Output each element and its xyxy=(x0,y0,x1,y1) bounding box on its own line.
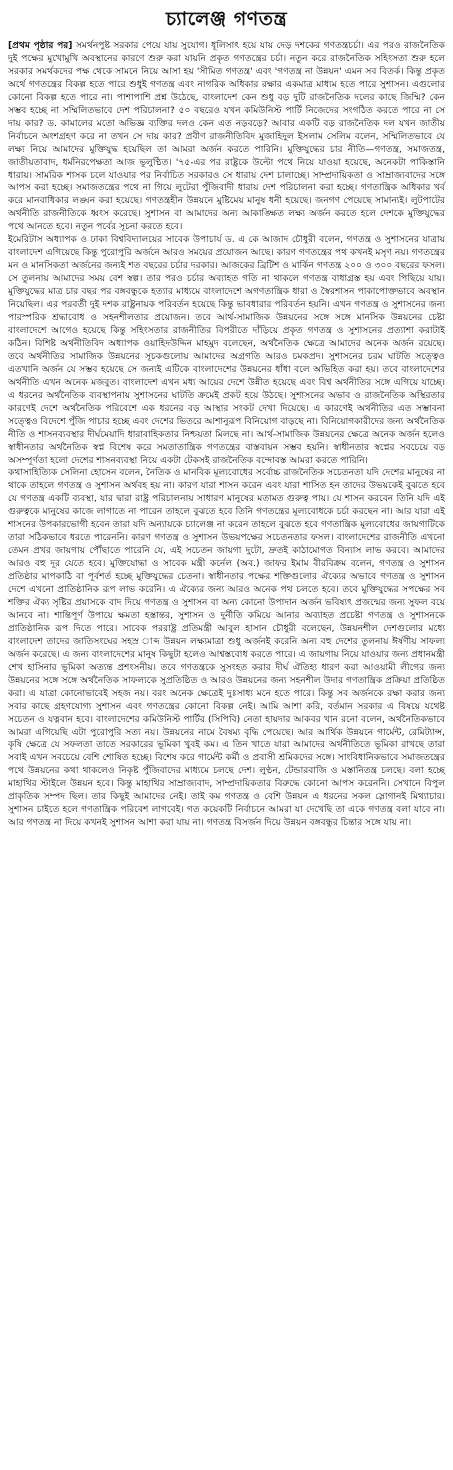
article-paragraph-3: কথাসাহিত্যিক সেলিনা হোসেন বলেন, নৈতিক ও মানবিক মূল্যবোধের সর্বোচ্চ রাজনৈতিক সচেতনতা যদি দেশের মানুষের না থাকে তাহলে গণতন্ত্র ও সুশাসন অর্থবহ হয় না। কারণ যারা শাসন করেন এবং যারা শাসিত হন তাদের উভয়কেই বুঝতে হবে যে গণতন্ত্র একটি ব্যবস্থা, যার দ্বারা রাষ্ট্র পরিচালনায় সাধারণ মানুষের মতামত গুরুত্ব পায়। যে শাসন করবেন তিনি যদি এই গুরুত্বকে মানুষের কাজে লাগাতে না পারেন তাহলে বুঝতে হবে তিনি গণতন্ত্রের মূল্যবোধকে চর্চা করছেন না। আর যারা এই শাসনের উপকারভোগী হবেন তারা যদি অন্যায়কে চ্যালেঞ্জ না করেন তাহলে বুঝতে হবে গণতান্ত্রিক মূল্যবোধের জায়গাটিকে তারা সঠিকভাবে ধরতে পারেননি। কারণ গণতন্ত্র ও সুশাসন উভয়পক্ষের সচেতনতার ফসল। বাংলাদেশের রাজনীতি এখনো তেমন প্রখর জায়গায় পৌঁছাতে পারেনি যে, এই সচেতন জায়গা দুটো, দ্রুতই কাঠামোগত বিন্যাস লাভ করবে। আমাদের আরও বহু দূর যেতে হবে। মুক্তিযোদ্ধা ও সাবেক মন্ত্রী কর্নেল (অব.) জাফর ইমাম বীরবিক্রম বলেন, গণতন্ত্র ও সুশাসন প্রতিষ্ঠার মাপকাঠি বা পূর্বশর্ত হচ্ছে মুক্তিযুদ্ধের চেতনা। স্বাধীনতার পক্ষের শক্তিগুলোর ঐক্যের অভাবে গণতন্ত্র ও সুশাসন দেশে এখনো প্রাতিষ্ঠানিক রূপ লাভ করেনি। এ ঐক্যের জন্য আরও অনেক পথ চলতে হবে। তবে মুক্তিযুদ্ধের সপক্ষের সব শক্তির ঐক্য সৃষ্টির প্রয়াসকে বাদ দিয়ে গণতন্ত্র ও সুশাসন বা অন্য কোনো উপাদান অর্জন ভবিষ্যৎ প্রজন্মের জন্য সুফল বয়ে আনবে না। শান্তিপূর্ণ উপায়ে ক্ষমতা হস্তান্তর, সুশাসন ও দুর্নীতি কমিয়ে আনার অব্যাহত প্রচেষ্টা গণতন্ত্র ও সুশাসনকে প্রাতিষ্ঠানিক রূপ দিতে পারে। সাবেক পররাষ্ট্র প্রতিমন্ত্রী আবুল হাসান চৌধুরী বলেছেন, উন্নয়নশীল দেশগুলোর মধ্যে বাংলাদেশ তাদের জাতিসংঘের সহস্র াব্দ উন্নয়ন লক্ষ্যমাত্রা শুধু অর্জনই করেনি অন্য বহু দেশের তুলনায় ঈর্ষণীয় সাফল্য অর্জন করেছে। এ জন্য বাংলাদেশের মানুষ কিছুটা হলেও আশ্বস্তবোধ করতে পারে। এ জায়গায় নিয়ে যাওয়ার জন্য প্রধানমন্ত্রী শেখ হাসিনার ভূমিকা অত্যন্ত প্রশংসনীয়। তবে গণতন্ত্রকে সুসংহত করার দীর্ঘ ঐতিহ্য ধারণ করা আওয়ামী লীগের জন্য উন্নয়নের সঙ্গে সঙ্গে অর্থনৈতিক সাফল্যকে সুপ্রতিষ্ঠিত ও আরও উন্নয়নের জন্য সহনশীল উদার গণতান্ত্রিক প্রক্রিয়া প্রতিষ্ঠিত করা। এ যাত্রা কোনোভাবেই সহজ নয়। বরং অনেক ক্ষেত্রেই দুঃসাধ্য মনে হতে পারে। কিন্তু সব অর্জনকে রক্ষা করার জন্য সবার কাছে গ্রহণযোগ্য সুশাসন এবং গণতন্ত্রের কোনো বিকল্প নেই। আমি আশা করি, বর্তমান সরকার এ বিষয়ে যথেষ্ট সচেতন ও যত্নবান হবে। বাংলাদেশের কমিউনিস্ট পার্টির (সিপিবি) নেতা হায়দার আকবর খান রনো বলেন, অর্থনৈতিকভাবে আমরা এগিয়েছি এটা পুরোপুরি সত্য নয়। উন্নয়নের নামে বৈষম্য বৃদ্ধি পেয়েছে। আর আর্থিক উন্নয়নে গার্মেন্ট, রেমিট্যান্স, কৃষি ক্ষেত্রে যে সফলতা তাতে সরকারের ভূমিকা খুবই কম। এ তিন খাতে যারা আমাদের অর্থনীতিতে ভূমিকা রাখছে তারা সবাই এখন সবচেয়ে বেশি শোষিত হচ্ছে। বিশেষ করে গার্মেন্ট কর্মী ও প্রবাসী শ্রমিকদের সঙ্গে। সাংবিধানিকভাবে সমাজতন্ত্রের পথে উন্নয়নের কথা থাকলেও নিকৃষ্ট পুঁজিবাদের মাধ্যমে চলছে দেশ। লুণ্ঠন, টেন্ডারবাজি ও মস্তানিতন্ত্র চলছে। বলা হচ্ছে মাহাথির স্টাইলে উন্নয়ন হবে। কিন্তু মাহাথির সাম্রাজ্যবাদ, সাম্প্রদায়িকতার বিরুদ্ধে কোনো আপস করেননি। সেখানে বিপুল প্রাকৃতিক সম্পদ ছিল। তার কিছুই আমাদের নেই। তাই কম গণতন্ত্র ও বেশি উন্নয়ন এ ধরনের সকল স্লোগানই মিথ্যাচার। সুশাসন চাইতে হলে গণতান্ত্রিক পরিবেশ লাগবেই। গত কয়েকটি নির্বাচনে আমরা যা দেখেছি তা একে গণতন্ত্র বলা যাবে না। আর গণতন্ত্র না দিয়ে কখনই সুশাসন আশা করা যায় না। গণতন্ত্র বিসর্জন দিয়ে উন্নয়ন বঙ্গবন্ধুর চিন্তার সঙ্গে যায় না। xyxy=(8,468,445,829)
article-paragraph-2: ইমেরিটাস অধ্যাপক ও ঢাকা বিশ্ববিদ্যালয়ের সাবেক উপাচার্য ড. এ কে আজাদ চৌধুরী বলেন, গণতন্ত্র ও সুশাসনের যাত্রায় বাংলাদেশ এগিয়েছে কিন্তু পুরোপুরি অর্জনে আরও সময়ের প্রয়োজন আছে। কারণ গণতন্ত্রের পথ কখনই মসৃণ নয়। গণতন্ত্রের মন ও মানসিকতা অর্জনের জন্যই শত বছরের চর্চার দরকার। আজকের ব্রিটিশ ও মার্কিন গণতন্ত্র ২০০ ও ৩০০ বছরের ফসল। সে তুলনায় আমাদের সময় বেশ স্বল্প। তার পরও চর্চার অব্যাহত গতি না থাকলে গণতন্ত্র বাধাগ্রস্ত হয় এবং পিছিয়ে যায়। মুক্তিযুদ্ধের মাত্র চার বছর পর বঙ্গবন্ধুকে হত্যার মাধ্যমে বাংলাদেশে অগণতান্ত্রিক ধারা ও স্বৈরশাসন পাকাপোক্তভাবে অবস্থান নিয়েছিল। এর পরবর্তী দুই দশক রাষ্ট্রনায়ক পরিবর্তন হয়েছে কিন্তু ভাবধারার পরিবর্তন হয়নি। এখন গণতন্ত্র ও সুশাসনের জন্য পারস্পরিক শ্রদ্ধাবোধ ও সহনশীলতার প্রয়োজন। তবে আর্থ-সামাজিক উন্নয়নের সঙ্গে সঙ্গে মানসিক উন্নয়নের চেষ্টা বাংলাদেশে আগেও হয়েছে কিন্তু সহিংসতার রাজনীতির বিপরীতে দাঁড়িয়ে প্রকৃত গণতন্ত্র ও সুশাসনের প্রত্যাশা করাটাই কঠিন। বিশিষ্ট অর্থনীতিবিদ অধ্যাপক ওয়াহিদউদ্দিন মাহমুদ বলেছেন, অর্থনৈতিক ক্ষেত্রে আমাদের অনেক অর্জন রয়েছে। তবে অর্থনীতির সামাজিক উন্নয়নের সূচকগুলোয় আমাদের অগ্রগতি আরও চমকপ্রদ। সুশাসনের চরম ঘাটতি সত্ত্বেও এতখানি অর্জন যে সম্ভব হয়েছে সে জন্যই এটিকে বাংলাদেশের উন্নয়নের ধাঁধা বলে অভিহিত করা হয়। তবে বাংলাদেশের অর্থনীতি এখন অনেক মজবুত। বাংলাদেশ এখন মধ্য আয়ের দেশে উন্নীত হয়েছে এবং বিশ্ব অর্থনীতির সঙ্গে এগিয়ে যাচ্ছে। এ ধরনের অর্থনৈতিক ব্যবস্থাপনায় সুশাসনের ঘাটতি ক্রমেই প্রকট হয়ে উঠছে। সুশাসনের অভাব ও রাজনৈতিক অস্থিরতার কারণেই দেশে অর্থনৈতিক পরিবেশে এক ধরনের বড় আস্থার সংকট দেখা দিয়েছে। এ কারণেই অর্থনীতির এত সম্ভাবনা সত্ত্বেও বিদেশে পুঁজি পাচার হচ্ছে এবং দেশের ভিতরে আশানুরূপ বিনিয়োগ বাড়ছে না। বিনিয়োগকারীদের জন্য অর্থনৈতিক নীতি ও শাসনব্যবস্থার দীর্ঘমেয়াদি ধারাবাহিকতার নিশ্চয়তা মিলছে না। আর্থ-সামাজিক উন্নয়নের ক্ষেত্রে অনেক অর্জন হলেও স্বাধীনতার অর্থনৈতিক স্বপ্ন বিশেষ করে সমতাতান্ত্রিক গণতন্ত্রের বাস্তবায়ন সম্ভব হয়নি। স্বাধীনতার স্বপ্নের সবচেয়ে বড় অসম্পূর্ণতা হলো দেশের শাসনব্যবস্থা নিয়ে একটা টেকসই রাজনৈতিক বন্দোবস্ত আমরা করতে পারিনি। xyxy=(8,235,445,466)
article-body xyxy=(8,40,445,830)
paragraph-text: সমর্থনপুষ্ট সরকার পেয়ে যায় সুযোগ। ধূলিসাৎ হয়ে যায় দেড় দশকের গণতন্ত্রচর্চা। এর পরও রাজনৈতিক দুই পক্ষের মুখোমুখি অবস্থানের কারণে শুরু করা যায়নি প্রকৃত গণতন্ত্রের চর্চা। নতুন করে রাজনৈতিক সহিংসতা শুরু হলে সরকার সমর্থকদের পক্ষ থেকে সামনে নিয়ে আসা হয় 'সীমিত গণতন্ত্র' এবং 'গণতন্ত্র না উন্নয়ন' এমন সব বিতর্ক। কিন্তু প্রকৃত অর্থে গণতন্ত্রের বিকল্প হতে পারে শুধুই গণতন্ত্র এবং নাগরিক অধিকার রক্ষার একমাত্র মাধ্যম হতে পারে সুশাসন। এগুলোর কোনো বিকল্প হতে পারে না। পাশাপাশি প্রশ্ন উঠেছে, বাংলাদেশ কেন শুধু বড় দুটি রাজনৈতিক দলের কাছে জিম্মি? কেন সম্ভব হচ্ছে না সম্মিলিতভাবে দেশ পরিচালনা? ৫০ বছরেও যখন কমিউনিস্ট পার্টি নিজেদের সংগঠিত করতে পারে না সে দায় কার? ড. কামালের মতো অভিজ্ঞ ব্যক্তির দলও কেন এত নড়বড়ে? আবার একটি বড় রাজনৈতিক দল যখন জাতীয় নির্বাচনে অংশগ্রহণ করে না তখন সে দায় কার? প্রবীণ রাজনীতিবিদ মুজাহিদুল ইসলাম সেলিম বলেন, সম্মিলিতভাবে যে লক্ষ্য নিয়ে আমাদের মুক্তিযুদ্ধ হয়েছিল তা আমরা অর্জন করতে পারিনি। মুক্তিযুদ্ধের চার নীতি—গণতন্ত্র, সমাজতন্ত্র, জাতীয়তাবাদ, ধর্মনিরপেক্ষতা আজ ভূলুণ্ঠিত। '৭৫-এর পর রাষ্ট্রকে উল্টো পথে নিয়ে যাওয়া হয়েছে, অনেকটা পাকিস্তানি ধারায়। সামরিক শাসক চলে যাওয়ার পর নির্বাচিত সরকারও সে ধারায় দেশ চালাচ্ছে। সাম্প্রদায়িকতা ও সাম্রাজ্যবাদের সঙ্গে আপস করা হচ্ছে। সমাজতন্ত্রের পথে না গিয়ে লুটেরা পুঁজিবাদী ধারায় দেশ পরিচালনা করা হচ্ছে। গণতান্ত্রিক অধিকার খর্ব করে মানবাধিকার লঙ্ঘন করা হয়েছে। গণতন্ত্রহীন উন্নয়নে মুষ্টিমেয় মানুষ ধনী হয়েছে। জনগণ পেয়েছে সামান্যই। লুটপাটের অর্থনীতি রাজনীতিকে ধ্বংস করেছে। সুশাসন বা আমাদের অন্য আকাঙ্ক্ষিত লক্ষ্য অর্জন করতে হলে দেশকে মুক্তিযুদ্ধের পথে আনতে হবে। নতুন পর্বের সূচনা করতে হবে। xyxy=(8,41,445,233)
continuation-kicker: [প্রথম পৃষ্ঠার পর] xyxy=(8,41,73,51)
article-headline: চ্যালেঞ্জ গণতন্ত্র xyxy=(165,8,288,30)
article-paragraph-1 xyxy=(8,40,445,234)
